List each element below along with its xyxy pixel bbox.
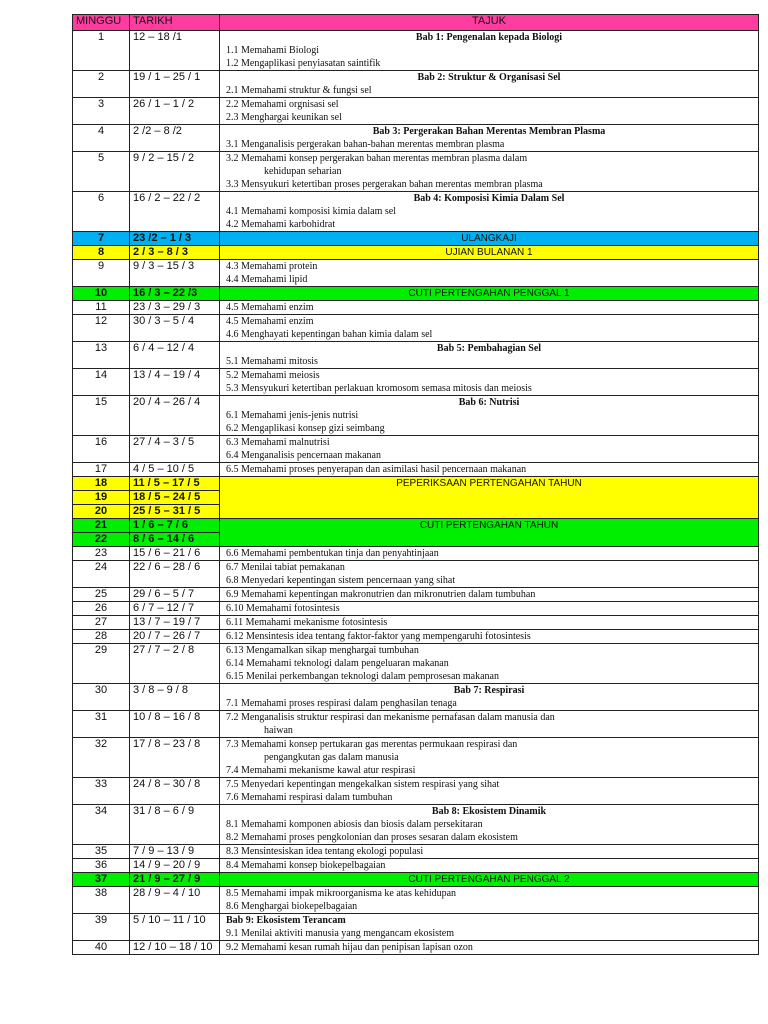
- topic-line: 4.1 Memahami komposisi kimia dalam sel: [226, 206, 396, 217]
- topic-line: 8.5 Memahami impak mikroorganisma ke atas kehidupan: [226, 888, 457, 899]
- topic-line: 1.1 Memahami Biologi: [226, 45, 320, 56]
- week-number-cell: 20: [73, 505, 130, 519]
- topic-line: 4.5 Memahami enzim: [226, 316, 314, 327]
- table-row: [73, 287, 759, 301]
- topic-cell: [220, 588, 759, 602]
- topic-line: 4.5 Memahami enzim: [226, 302, 314, 313]
- week-number-cell: 29: [73, 644, 130, 684]
- date-range-cell: 31 / 8 – 6 / 9: [130, 805, 220, 845]
- table-row: [73, 805, 759, 845]
- topic-cell: [220, 602, 759, 616]
- table-row: [73, 98, 759, 125]
- week-number-cell: 7: [73, 232, 130, 246]
- topic-line: 6.6 Memahami pembentukan tinja dan penyahtinjaan: [226, 548, 439, 559]
- table-body-part2: [73, 547, 759, 955]
- topic-line: 8.2 Memahami proses pengkolonian dan proses sesaran dalam ekosistem: [226, 832, 518, 843]
- date-range-cell: 16 / 3 – 22 /3: [130, 287, 220, 301]
- chapter-heading: Bab 5: Pembahagian Sel: [436, 343, 542, 354]
- table-body-exam: [73, 477, 759, 519]
- topic-line: haiwan: [264, 725, 293, 736]
- date-range-cell: 14 / 9 – 20 / 9: [130, 859, 220, 873]
- week-number-cell: 18: [73, 477, 130, 491]
- topic-cell: [220, 561, 759, 588]
- topic-line: 6.2 Mengaplikasi konsep gizi seimbang: [226, 423, 385, 434]
- table-row: [73, 463, 759, 477]
- date-range-cell: 24 / 8 – 30 / 8: [130, 778, 220, 805]
- table-row: [73, 192, 759, 232]
- date-range-cell: 21 / 9 – 27 / 9: [130, 873, 220, 887]
- date-range-cell: 11 / 5 – 17 / 5: [130, 477, 220, 491]
- event-cell: ULANGKAJI: [220, 232, 759, 246]
- topic-line: 5.3 Mensyukuri ketertiban perlakuan kromosom semasa mitosis dan meiosis: [226, 383, 532, 394]
- date-range-cell: 4 / 5 – 10 / 5: [130, 463, 220, 477]
- table-header-row: [73, 15, 759, 31]
- weekly-plan-table: [72, 14, 759, 955]
- topic-line: 7.2 Menganalisis struktur respirasi dan mekanisme pernafasan dalam manusia dan: [226, 712, 555, 723]
- date-range-cell: 28 / 9 – 4 / 10: [130, 887, 220, 914]
- topic-cell: [220, 125, 759, 152]
- week-number-cell: 10: [73, 287, 130, 301]
- topic-line: 7.6 Memahami respirasi dalam tumbuhan: [226, 792, 393, 803]
- topic-cell: [220, 630, 759, 644]
- week-number-cell: 8: [73, 246, 130, 260]
- topic-line: 5.1 Memahami mitosis: [226, 356, 318, 367]
- topic-line: 6.13 Mengamalkan sikap menghargai tumbuhan: [226, 645, 419, 656]
- date-range-cell: 13 / 7 – 19 / 7: [130, 616, 220, 630]
- topic-cell: [220, 315, 759, 342]
- week-number-cell: 25: [73, 588, 130, 602]
- week-number-cell: 27: [73, 616, 130, 630]
- chapter-heading: Bab 2: Struktur & Organisasi Sel: [417, 72, 561, 83]
- event-cell: CUTI PERTENGAHAN TAHUN: [220, 519, 759, 547]
- week-number-cell: 36: [73, 859, 130, 873]
- topic-cell: [220, 914, 759, 941]
- date-range-cell: 6 / 4 – 12 / 4: [130, 342, 220, 369]
- topic-line: 6.5 Memahami proses penyerapan dan asimilasi hasil pencernaan makanan: [226, 464, 527, 475]
- date-range-cell: 5 / 10 – 11 / 10: [130, 914, 220, 941]
- table-row: [73, 561, 759, 588]
- date-range-cell: 6 / 7 – 12 / 7: [130, 602, 220, 616]
- topic-cell: [220, 845, 759, 859]
- week-number-cell: 21: [73, 519, 130, 533]
- topic-line: 6.9 Memahami kepentingan makronutrien dan mikronutrien dalam tumbuhan: [226, 589, 536, 600]
- week-number-cell: 1: [73, 31, 130, 71]
- topic-cell: [220, 859, 759, 873]
- topic-cell: [220, 369, 759, 396]
- week-number-cell: 2: [73, 71, 130, 98]
- date-range-cell: 9 / 3 – 15 / 3: [130, 260, 220, 287]
- week-number-cell: 23: [73, 547, 130, 561]
- table-row: [73, 246, 759, 260]
- topic-line: 3.3 Mensyukuri ketertiban proses pergerakan bahan merentas membran plasma: [226, 179, 543, 190]
- header-minggu: MINGGU: [73, 15, 130, 31]
- week-number-cell: 4: [73, 125, 130, 152]
- table-row: [73, 941, 759, 955]
- week-number-cell: 17: [73, 463, 130, 477]
- topic-line: 8.6 Menghargai biokepelbagaian: [226, 901, 358, 912]
- date-range-cell: 27 / 4 – 3 / 5: [130, 436, 220, 463]
- date-range-cell: 1 / 6 – 7 / 6: [130, 519, 220, 533]
- table-row: [73, 887, 759, 914]
- date-range-cell: 15 / 6 – 21 / 6: [130, 547, 220, 561]
- week-number-cell: 34: [73, 805, 130, 845]
- date-range-cell: 12 / 10 – 18 / 10: [130, 941, 220, 955]
- topic-cell: [220, 301, 759, 315]
- topic-line: 6.7 Menilai tabiat pemakanan: [226, 562, 345, 573]
- date-range-cell: 13 / 4 – 19 / 4: [130, 369, 220, 396]
- date-range-cell: 9 / 2 – 15 / 2: [130, 152, 220, 192]
- topic-cell: [220, 192, 759, 232]
- week-number-cell: 33: [73, 778, 130, 805]
- date-range-cell: 20 / 7 – 26 / 7: [130, 630, 220, 644]
- topic-cell: [220, 738, 759, 778]
- week-number-cell: 16: [73, 436, 130, 463]
- topic-cell: [220, 941, 759, 955]
- table-row: [73, 315, 759, 342]
- topic-line: 6.10 Memahami fotosintesis: [226, 603, 340, 614]
- table-row: [73, 859, 759, 873]
- week-number-cell: 9: [73, 260, 130, 287]
- date-range-cell: 12 – 18 /1: [130, 31, 220, 71]
- topic-line: 4.3 Memahami protein: [226, 261, 318, 272]
- table-row: [73, 396, 759, 436]
- table-row: [73, 644, 759, 684]
- topic-cell: [220, 711, 759, 738]
- table-row: [73, 31, 759, 71]
- topic-line: 6.11 Memahami mekanisme fotosintesis: [226, 617, 388, 628]
- date-range-cell: 2 /2 – 8 /2: [130, 125, 220, 152]
- topic-cell: [220, 778, 759, 805]
- topic-line: 8.1 Memahami komponen abiosis dan biosis dalam persekitaran: [226, 819, 483, 830]
- table-body-holiday: [73, 519, 759, 547]
- week-number-cell: 26: [73, 602, 130, 616]
- topic-line: 6.15 Menilai perkembangan teknologi dalam pemprosesan makanan: [226, 671, 499, 682]
- chapter-heading: Bab 4: Komposisi Kimia Dalam Sel: [413, 193, 565, 204]
- topic-cell: [220, 684, 759, 711]
- topic-line: 8.3 Mensintesiskan idea tentang ekologi populasi: [226, 846, 424, 857]
- topic-cell: [220, 98, 759, 125]
- date-range-cell: 23 /2 – 1 / 3: [130, 232, 220, 246]
- week-number-cell: 5: [73, 152, 130, 192]
- week-number-cell: 24: [73, 561, 130, 588]
- topic-line: 6.8 Menyedari kepentingan sistem pencernaan yang sihat: [226, 575, 456, 586]
- week-number-cell: 11: [73, 301, 130, 315]
- topic-line: 6.3 Memahami malnutrisi: [226, 437, 330, 448]
- table-row: [73, 436, 759, 463]
- table-body-part1: [73, 31, 759, 477]
- topic-cell: [220, 152, 759, 192]
- table-row: [73, 260, 759, 287]
- chapter-heading: Bab 6: Nutrisi: [458, 397, 520, 408]
- topic-cell: [220, 463, 759, 477]
- week-number-cell: 12: [73, 315, 130, 342]
- week-number-cell: 38: [73, 887, 130, 914]
- date-range-cell: 30 / 3 – 5 / 4: [130, 315, 220, 342]
- topic-line: 4.2 Memahami karbohidrat: [226, 219, 336, 230]
- week-number-cell: 40: [73, 941, 130, 955]
- chapter-heading: Bab 8: Ekosistem Dinamik: [431, 806, 547, 817]
- topic-cell: [220, 547, 759, 561]
- chapter-heading: Bab 1: Pengenalan kepada Biologi: [415, 32, 563, 43]
- date-range-cell: 22 / 6 – 28 / 6: [130, 561, 220, 588]
- topic-line: pengangkutan gas dalam manusia: [264, 752, 399, 763]
- week-number-cell: 14: [73, 369, 130, 396]
- topic-line: 2.3 Menghargai keunikan sel: [226, 112, 342, 123]
- date-range-cell: 25 / 5 – 31 / 5: [130, 505, 220, 519]
- table-row: [73, 342, 759, 369]
- header-tarikh: TARIKH: [130, 15, 220, 31]
- table-row: [73, 301, 759, 315]
- table-row: [73, 71, 759, 98]
- topic-line: 6.4 Menganalisis pencernaan makanan: [226, 450, 381, 461]
- topic-cell: [220, 260, 759, 287]
- table-row: [73, 630, 759, 644]
- table-row: [73, 845, 759, 859]
- topic-line: 3.1 Menganalisis pergerakan bahan-bahan merentas membran plasma: [226, 139, 505, 150]
- table-row: [73, 616, 759, 630]
- topic-line: 4.6 Menghayati kepentingan bahan kimia dalam sel: [226, 329, 433, 340]
- date-range-cell: 7 / 9 – 13 / 9: [130, 845, 220, 859]
- event-cell: PEPERIKSAAN PERTENGAHAN TAHUN: [220, 477, 759, 519]
- week-number-cell: 28: [73, 630, 130, 644]
- topic-line: 9.1 Menilai aktiviti manusia yang mengancam ekosistem: [226, 928, 455, 939]
- week-number-cell: 19: [73, 491, 130, 505]
- table-row: [73, 547, 759, 561]
- topic-line: 3.2 Memahami konsep pergerakan bahan merentas membran plasma dalam: [226, 153, 528, 164]
- topic-line: 7.1 Memahami proses respirasi dalam penghasilan tenaga: [226, 698, 457, 709]
- table-row: [73, 711, 759, 738]
- topic-line: 2.2 Memahami orgnisasi sel: [226, 99, 339, 110]
- date-range-cell: 26 / 1 – 1 / 2: [130, 98, 220, 125]
- topic-line: 5.2 Memahami meiosis: [226, 370, 320, 381]
- topic-cell: [220, 805, 759, 845]
- week-number-cell: 3: [73, 98, 130, 125]
- topic-cell: [220, 71, 759, 98]
- week-number-cell: 39: [73, 914, 130, 941]
- header-tajuk: TAJUK: [220, 15, 759, 31]
- table-row: [73, 152, 759, 192]
- event-cell: CUTI PERTENGAHAN PENGGAL 1: [220, 287, 759, 301]
- chapter-heading: Bab 7: Respirasi: [453, 685, 525, 696]
- event-cell: CUTI PERTENGAHAN PENGGAL 2: [220, 873, 759, 887]
- table-row: [73, 914, 759, 941]
- topic-cell: [220, 644, 759, 684]
- topic-line: kehidupan seharian: [264, 166, 342, 177]
- table-row: [73, 684, 759, 711]
- date-range-cell: 29 / 6 – 5 / 7: [130, 588, 220, 602]
- table-row: [73, 588, 759, 602]
- topic-line: 2.1 Memahami struktur & fungsi sel: [226, 85, 372, 96]
- topic-line: 8.4 Memahami konsep biokepelbagaian: [226, 860, 386, 871]
- table-row: [73, 778, 759, 805]
- date-range-cell: 23 / 3 – 29 / 3: [130, 301, 220, 315]
- table-row: [73, 369, 759, 396]
- topic-cell: [220, 396, 759, 436]
- table-row: [73, 519, 759, 533]
- topic-line: 7.3 Memahami konsep pertukaran gas merentas permukaan respirasi dan: [226, 739, 518, 750]
- topic-line: 4.4 Memahami lipid: [226, 274, 308, 285]
- date-range-cell: 16 / 2 – 22 / 2: [130, 192, 220, 232]
- chapter-heading: Bab 3: Pergerakan Bahan Merentas Membran Plasma: [372, 126, 606, 137]
- date-range-cell: 10 / 8 – 16 / 8: [130, 711, 220, 738]
- topic-cell: [220, 342, 759, 369]
- topic-line: 1.2 Mengaplikasi penyiasatan saintifik: [226, 58, 381, 69]
- topic-cell: [220, 436, 759, 463]
- date-range-cell: 19 / 1 – 25 / 1: [130, 71, 220, 98]
- date-range-cell: 2 / 3 – 8 / 3: [130, 246, 220, 260]
- week-number-cell: 32: [73, 738, 130, 778]
- week-number-cell: 35: [73, 845, 130, 859]
- topic-cell: [220, 887, 759, 914]
- date-range-cell: 3 / 8 – 9 / 8: [130, 684, 220, 711]
- topic-cell: [220, 31, 759, 71]
- table-row: [73, 125, 759, 152]
- table-row: [73, 477, 759, 491]
- week-number-cell: 22: [73, 533, 130, 547]
- table-row: [73, 602, 759, 616]
- topic-line: 7.5 Menyedari kepentingan mengekalkan sistem respirasi yang sihat: [226, 779, 500, 790]
- topic-line: 6.12 Mensintesis idea tentang faktor-faktor yang mempengaruhi fotosintesis: [226, 631, 531, 642]
- date-range-cell: 18 / 5 – 24 / 5: [130, 491, 220, 505]
- chapter-heading: Bab 9: Ekosistem Terancam: [226, 915, 346, 926]
- week-number-cell: 15: [73, 396, 130, 436]
- table-row: [73, 232, 759, 246]
- date-range-cell: 17 / 8 – 23 / 8: [130, 738, 220, 778]
- topic-line: 6.14 Memahami teknologi dalam pengeluaran makanan: [226, 658, 449, 669]
- date-range-cell: 27 / 7 – 2 / 8: [130, 644, 220, 684]
- week-number-cell: 30: [73, 684, 130, 711]
- week-number-cell: 6: [73, 192, 130, 232]
- table-row: [73, 738, 759, 778]
- topic-line: 6.1 Memahami jenis-jenis nutrisi: [226, 410, 359, 421]
- date-range-cell: 8 / 6 – 14 / 6: [130, 533, 220, 547]
- week-number-cell: 37: [73, 873, 130, 887]
- week-number-cell: 13: [73, 342, 130, 369]
- date-range-cell: 20 / 4 – 26 / 4: [130, 396, 220, 436]
- event-cell: UJIAN BULANAN 1: [220, 246, 759, 260]
- week-number-cell: 31: [73, 711, 130, 738]
- topic-line: 7.4 Memahami mekanisme kawal atur respirasi: [226, 765, 416, 776]
- topic-line: 9.2 Memahami kesan rumah hijau dan penipisan lapisan ozon: [226, 942, 473, 953]
- table-row: [73, 873, 759, 887]
- topic-cell: [220, 616, 759, 630]
